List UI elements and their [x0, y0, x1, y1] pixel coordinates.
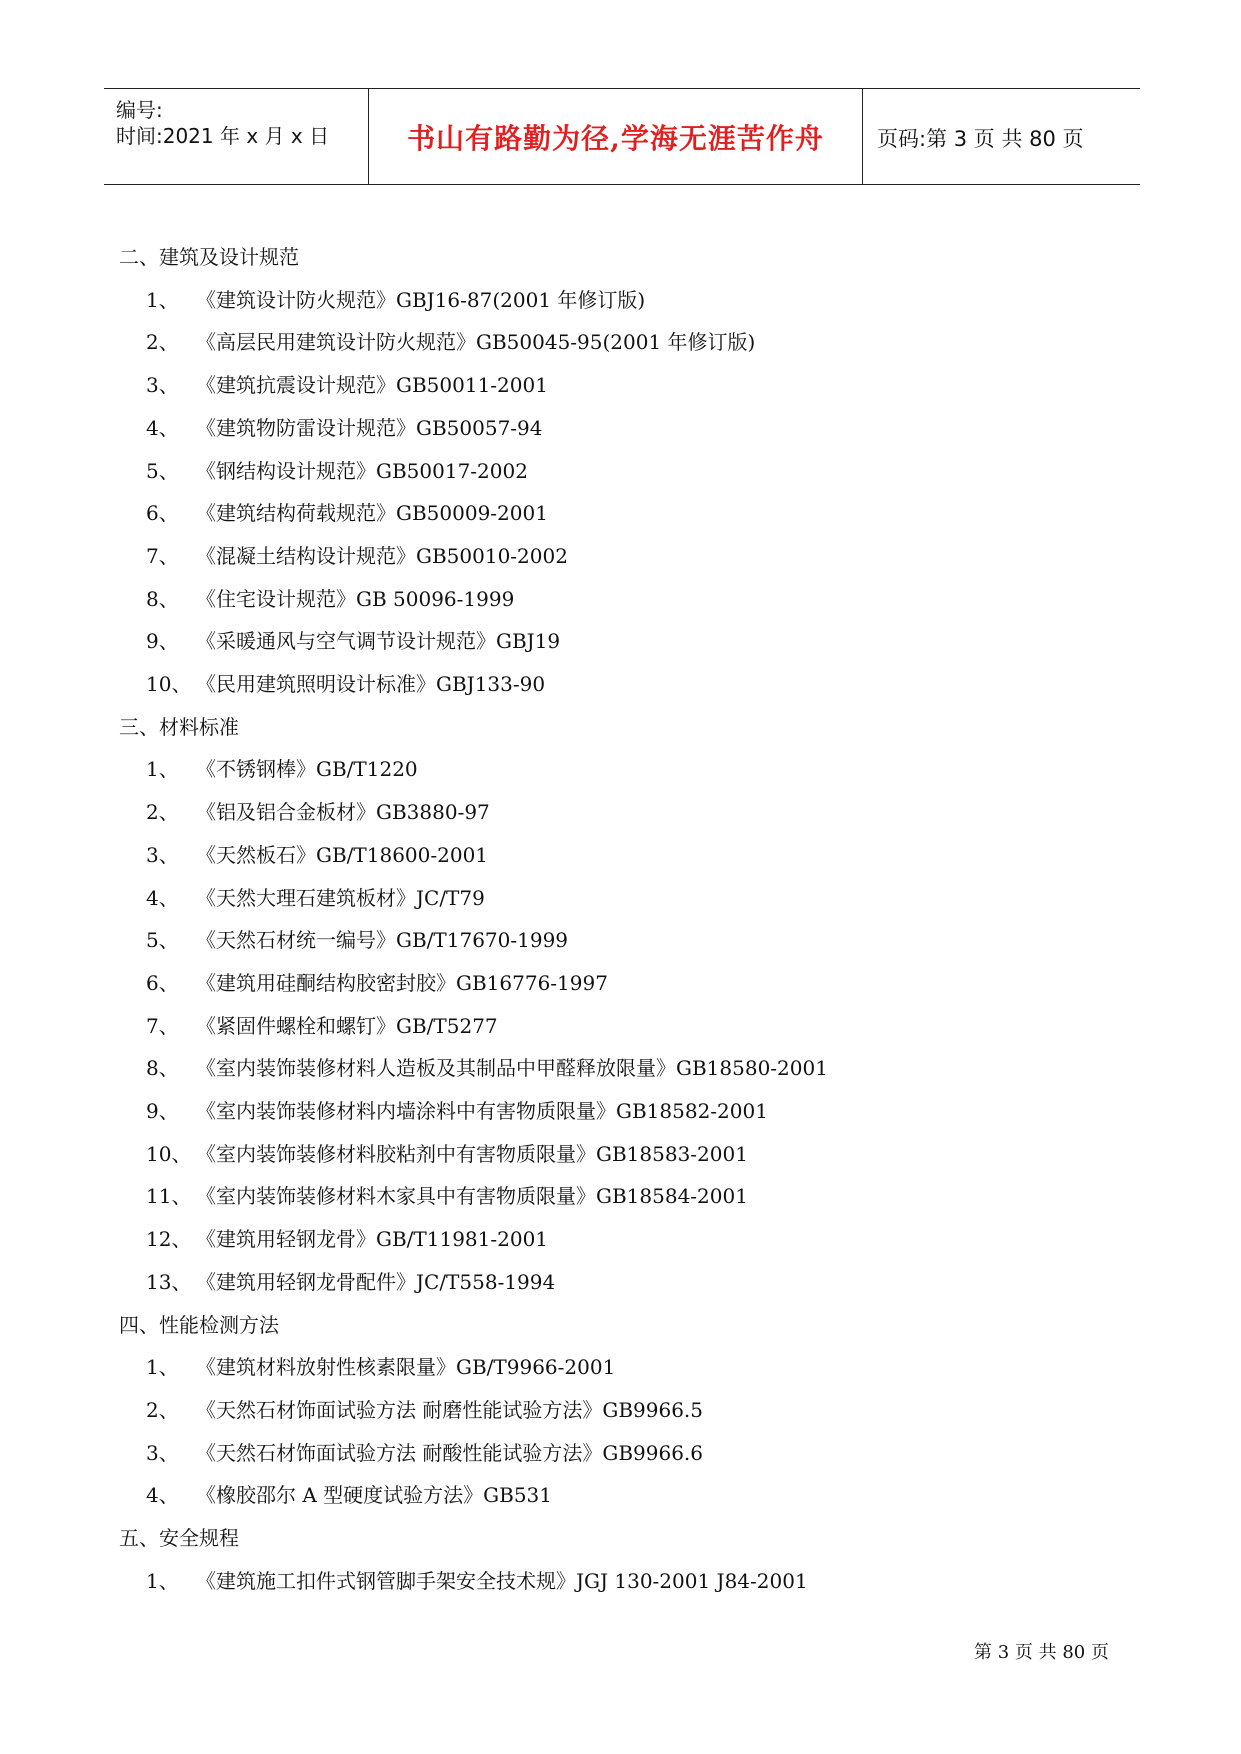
list-item-number: 7、 [146, 1013, 179, 1038]
list-item-text: 《建筑抗震设计规范》GB50011-2001 [196, 373, 548, 398]
list-item-number: 10、 [146, 1141, 192, 1166]
list-item-number: 13、 [146, 1269, 192, 1294]
list-item-number: 2、 [146, 1397, 179, 1422]
list-item-text: 《建筑施工扣件式钢管脚手架安全技术规》JGJ 130-2001 J84-2001 [196, 1568, 808, 1593]
list-item-text: 《建筑用轻钢龙骨配件》JC/T558-1994 [196, 1269, 556, 1294]
list-item-number: 2、 [146, 800, 179, 825]
list-item-number: 9、 [146, 629, 179, 654]
list-item-number: 8、 [146, 586, 179, 611]
list-item-text: 《建筑材料放射性核素限量》GB/T9966-2001 [196, 1355, 616, 1380]
header-motto-cell [369, 89, 863, 184]
list-item-text: 《高层民用建筑设计防火规范》GB50045-95(2001 年修订版) [196, 330, 756, 355]
list-item-text: 《住宅设计规范》GB 50096-1999 [196, 586, 515, 611]
list-item-text: 《天然石材统一编号》GB/T17670-1999 [196, 928, 569, 953]
list-item-number: 3、 [146, 1440, 179, 1465]
list-item-number: 11、 [146, 1184, 192, 1209]
list-item-text: 《不锈钢棒》GB/T1220 [196, 757, 418, 782]
list-item-text: 《建筑结构荷载规范》GB50009-2001 [196, 501, 548, 526]
list-item-text: 《室内装饰装修材料木家具中有害物质限量》GB18584-2001 [196, 1184, 748, 1209]
list-item-number: 5、 [146, 928, 179, 953]
list-item-number: 12、 [146, 1227, 192, 1252]
list-item-number: 1、 [146, 757, 179, 782]
list-item-text: 《铝及铝合金板材》GB3880-97 [196, 800, 490, 825]
list-item-number: 5、 [146, 458, 179, 483]
list-item-number: 2、 [146, 330, 179, 355]
section-heading: 三、材料标准 [119, 714, 239, 739]
list-item-number: 6、 [146, 501, 179, 526]
section-heading: 二、建筑及设计规范 [119, 245, 299, 269]
list-item-text: 《建筑设计防火规范》GBJ16-87(2001 年修订版) [196, 287, 646, 312]
list-item-number: 9、 [146, 1099, 179, 1123]
list-item-text: 《建筑用硅酮结构胶密封胶》GB16776-1997 [196, 970, 608, 995]
header-page-code: 页码:第 3 页 共 80 页 [877, 127, 1084, 151]
list-item-number: 3、 [146, 373, 179, 398]
list-item-number: 1、 [146, 287, 179, 312]
list-item-text: 《建筑用轻钢龙骨》GB/T11981-2001 [196, 1227, 549, 1252]
header-motto: 书山有路勤为径,学海无涯苦作舟 [407, 122, 824, 155]
list-item-number: 1、 [146, 1355, 179, 1380]
section-heading: 五、安全规程 [119, 1526, 239, 1550]
list-item-text: 《天然板石》GB/T18600-2001 [196, 842, 489, 867]
list-item-text: 《混凝土结构设计规范》GB50010-2002 [196, 543, 568, 568]
list-item-number: 4、 [146, 1483, 179, 1508]
list-item-text: 《室内装饰装修材料人造板及其制品中甲醛释放限量》GB18580-2001 [196, 1056, 828, 1081]
list-item-number: 3、 [146, 842, 179, 867]
list-item-number: 1、 [146, 1568, 179, 1593]
list-item-number: 4、 [146, 885, 179, 910]
list-item-text: 《民用建筑照明设计标准》GBJ133-90 [196, 672, 546, 696]
list-item-text: 《天然大理石建筑板材》JC/T79 [196, 885, 485, 910]
section-heading: 四、性能检测方法 [119, 1312, 279, 1337]
list-item-number: 7、 [146, 543, 179, 568]
list-item-text: 《天然石材饰面试验方法 耐磨性能试验方法》GB9966.5 [196, 1397, 704, 1422]
list-item-number: 10、 [146, 672, 192, 696]
list-item-number: 4、 [146, 415, 179, 440]
list-item-text: 《室内装饰装修材料内墙涂料中有害物质限量》GB18582-2001 [196, 1099, 768, 1123]
list-item-number: 6、 [146, 970, 179, 995]
list-item-text: 《橡胶邵尔 A 型硬度试验方法》GB531 [196, 1483, 553, 1508]
page-footer: 第 3 页 共 80 页 [974, 1642, 1109, 1663]
list-item-number: 8、 [146, 1056, 179, 1081]
list-item-text: 《钢结构设计规范》GB50017-2002 [196, 458, 528, 483]
header-page-cell [863, 89, 1140, 184]
list-item-text: 《紧固件螺栓和螺钉》GB/T5277 [196, 1013, 498, 1038]
document-time-label: 时间:2021 年 x 月 x 日 [116, 124, 330, 148]
page-header [104, 88, 1140, 185]
list-item-text: 《采暖通风与空气调节设计规范》GBJ19 [196, 629, 561, 654]
document-number-label: 编号: [116, 98, 163, 122]
list-item-text: 《室内装饰装修材料胶粘剂中有害物质限量》GB18583-2001 [196, 1141, 748, 1166]
list-item-text: 《天然石材饰面试验方法 耐酸性能试验方法》GB9966.6 [196, 1440, 704, 1465]
header-info-cell [104, 89, 369, 184]
list-item-text: 《建筑物防雷设计规范》GB50057-94 [196, 415, 543, 440]
